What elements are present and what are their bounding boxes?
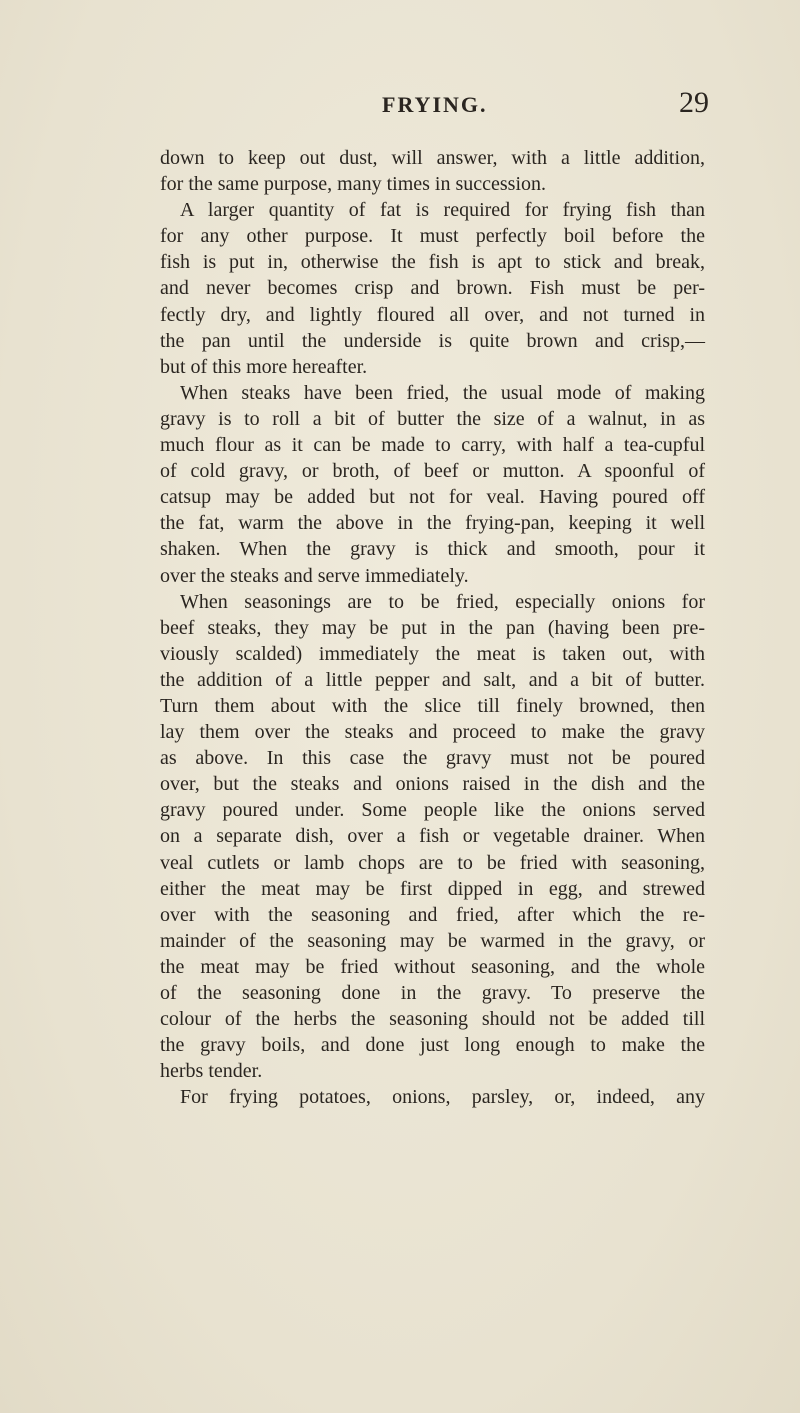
text-line: gravy poured under. Some people like the onions served — [160, 799, 705, 822]
page-header — [0, 86, 800, 132]
body-text — [160, 145, 705, 1110]
text-line: but of this more hereafter. — [160, 355, 368, 378]
running-head: FRYING. — [382, 92, 488, 117]
text-line: catsup may be added but not for veal. Having poured off — [160, 486, 705, 509]
text-line: over with the seasoning and fried, after which the re- — [160, 903, 705, 926]
text-line: the meat may be fried without seasoning, and the whole — [160, 955, 705, 978]
text-line: For frying potatoes, onions, parsley, or, indeed, any — [180, 1086, 705, 1109]
text-line: for the same purpose, many times in succession. — [160, 173, 547, 196]
text-line: over, but the steaks and onions raised in the dish and the — [160, 773, 705, 796]
text-line: fish is put in, otherwise the fish is apt to stick and break, — [160, 251, 705, 274]
text-line: mainder of the seasoning may be warmed in the gravy, or — [160, 929, 705, 952]
text-line: shaken. When the gravy is thick and smooth, pour it — [160, 538, 705, 561]
text-line: the gravy boils, and done just long enough to make the — [160, 1034, 705, 1057]
text-line: and never becomes crisp and brown. Fish must be per- — [160, 277, 705, 300]
text-line: gravy is to roll a bit of butter the size of a walnut, in as — [160, 407, 705, 430]
text-line: the fat, warm the above in the frying-pan, keeping it well — [160, 512, 705, 535]
text-line: Turn them about with the slice till finely browned, then — [160, 694, 705, 717]
text-line: over the steaks and serve immediately. — [160, 564, 469, 587]
text-line: for any other purpose. It must perfectly boil before the — [160, 225, 705, 248]
text-line: veal cutlets or lamb chops are to be fried with seasoning, — [160, 851, 705, 874]
text-line: of cold gravy, or broth, of beef or mutton. A spoonful of — [160, 460, 705, 483]
page-number: 29 — [679, 86, 709, 119]
text-line: herbs tender. — [160, 1060, 263, 1083]
text-line: viously scalded) immediately the meat is taken out, with — [160, 642, 705, 665]
text-line: A larger quantity of fat is required for frying fish than — [180, 199, 705, 222]
text-line: beef steaks, they may be put in the pan (having been pre- — [160, 616, 705, 639]
text-line: as above. In this case the gravy must not be poured — [160, 747, 705, 770]
text-line: either the meat may be first dipped in egg, and strewed — [160, 877, 705, 900]
text-line: the addition of a little pepper and salt, and a bit of butter. — [160, 668, 705, 691]
text-line: the pan until the underside is quite brown and crisp,— — [160, 329, 705, 352]
text-line: on a separate dish, over a fish or vegetable drainer. When — [160, 825, 705, 848]
text-line: lay them over the steaks and proceed to make the gravy — [160, 721, 705, 744]
text-line: When steaks have been fried, the usual mode of making — [180, 381, 705, 404]
text-line: When seasonings are to be fried, especially onions for — [180, 590, 705, 613]
text-line: much flour as it can be made to carry, with half a tea-cupful — [160, 434, 705, 457]
text-line: colour of the herbs the seasoning should not be added till — [160, 1008, 705, 1031]
text-line: of the seasoning done in the gravy. To preserve the — [160, 982, 705, 1004]
text-line: down to keep out dust, will answer, with a little addition, — [160, 147, 705, 169]
text-line: fectly dry, and lightly floured all over, and not turned in — [160, 303, 705, 326]
